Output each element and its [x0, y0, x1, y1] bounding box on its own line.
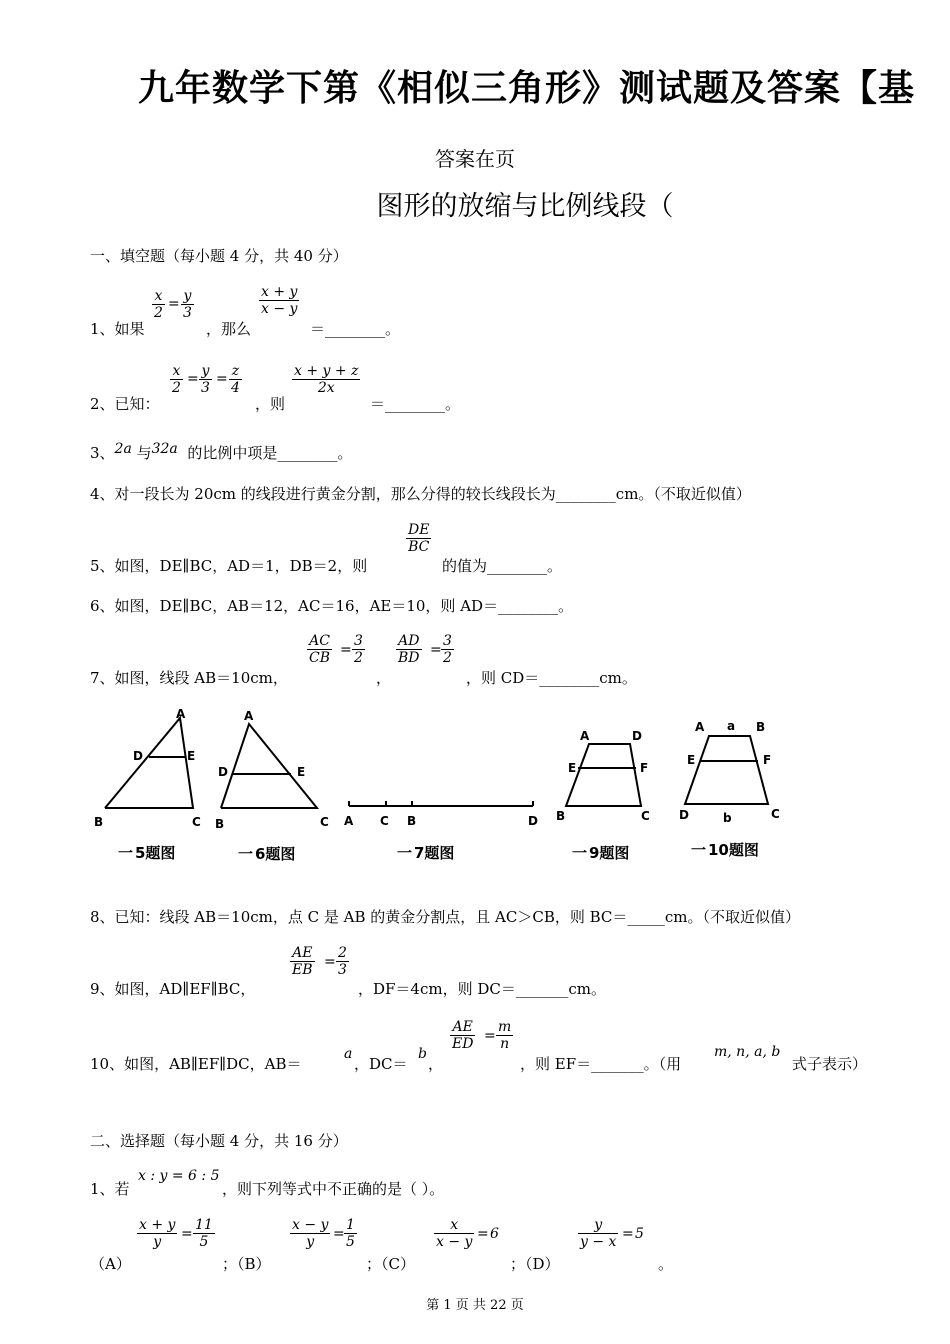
denominator: 3	[201, 380, 210, 396]
numerator: AE	[452, 1019, 473, 1035]
label-e: E	[687, 753, 696, 767]
option-c-rhs: 6	[490, 1226, 499, 1242]
figure-5	[94, 707, 201, 862]
term-a: a	[344, 1046, 353, 1062]
caption-6: 6题图	[255, 845, 296, 863]
label-c: C	[320, 815, 329, 829]
option-c-lhs	[434, 1217, 474, 1250]
fraction-2-over-3	[336, 945, 349, 978]
option-d-lhs	[578, 1217, 618, 1250]
label-b: B	[407, 814, 417, 828]
caption-prefix: 一	[572, 844, 588, 862]
denominator: CB	[309, 650, 330, 666]
label-f: F	[640, 761, 649, 775]
numerator: AC	[309, 633, 330, 649]
question-10-suffix: ，则 EF＝_______。（用	[520, 1055, 682, 1073]
question-5-suffix: 的值为________。	[442, 557, 563, 575]
label-e: E	[297, 765, 306, 779]
label-c: C	[771, 807, 780, 821]
page-footer: 第 1 页 共 22 页	[426, 1298, 524, 1313]
numerator: 2	[338, 945, 347, 961]
part2-heading: 二、选择题（每小题 4 分，共 16 分）	[90, 1132, 348, 1150]
equals-sign: =	[168, 296, 180, 312]
numerator: 11	[195, 1217, 213, 1233]
question-9-prefix: 9、如图，AD∥EF∥BC，	[90, 980, 256, 998]
question-3-suffix: 的比例中项是________。	[187, 444, 353, 462]
denominator: 4	[231, 380, 240, 396]
option-end: 。	[658, 1255, 674, 1273]
label-d: D	[218, 765, 228, 779]
denominator: 2	[354, 650, 363, 666]
numerator: 3	[354, 633, 363, 649]
numerator: x	[450, 1217, 459, 1233]
equals-sign: =	[333, 1226, 345, 1242]
caption-5: 5题图	[135, 844, 176, 862]
question-4: 4、对一段长为 20cm 的线段进行黄金分割，那么分得的较长线段长为________cm。（不取近似值）	[90, 485, 751, 503]
label-c: C	[641, 809, 650, 823]
term-32a: 32a	[151, 441, 178, 457]
caption-prefix: 一	[118, 844, 134, 862]
denominator: ED	[452, 1036, 474, 1052]
denominator: y	[290, 1233, 330, 1250]
label-b: B	[215, 817, 225, 831]
option-a-label: （A）	[90, 1255, 131, 1273]
fraction-x-over-2	[170, 363, 183, 396]
question-2-answer-blank: ＝________。	[370, 395, 461, 413]
document-title: 九年数学下第《相似三角形》测试题及答案【基	[138, 68, 916, 109]
label-d: D	[679, 808, 689, 822]
numerator: x	[172, 363, 181, 379]
equals-sign: =	[622, 1226, 634, 1242]
numerator: y	[201, 363, 210, 379]
fraction-sum-over-2x	[292, 363, 360, 396]
equals-sign: =	[477, 1226, 489, 1242]
equals-sign: =	[430, 642, 442, 658]
question-7-suffix: ，则 CD＝________cm。	[466, 669, 637, 687]
option-a-lhs	[137, 1217, 177, 1250]
label-e: E	[568, 761, 577, 775]
option-b-label: ；（B）	[222, 1255, 271, 1273]
label-d: D	[632, 729, 642, 743]
figure-10	[679, 719, 780, 859]
denominator: 2x	[292, 379, 360, 396]
section-title: 图形的放缩与比例线段（	[376, 191, 674, 222]
question-1-prefix: 1、如果	[90, 320, 145, 338]
equals-sign: =	[340, 642, 352, 658]
equals-sign: =	[324, 954, 336, 970]
question-5-prefix: 5、如图，DE∥BC，AD＝1，DB＝2，则	[90, 557, 368, 575]
denominator: y − x	[580, 1234, 617, 1250]
denominator: 3	[338, 962, 347, 978]
figures-row	[0, 700, 950, 875]
label-c: C	[192, 815, 201, 829]
denominator: x − y	[436, 1234, 473, 1250]
part1-heading: 一、填空题（每小题 4 分，共 40 分）	[90, 247, 348, 265]
label-b: B	[756, 720, 766, 734]
denominator: 5	[193, 1233, 215, 1250]
caption-10: 10题图	[708, 841, 759, 859]
label-a: A	[580, 729, 590, 743]
equals-sign: =	[216, 371, 228, 387]
equals-sign: =	[187, 371, 199, 387]
denominator: n	[496, 1035, 513, 1052]
numerator: 3	[443, 633, 452, 649]
numerator: DE	[408, 522, 430, 538]
label-a: A	[176, 707, 186, 721]
numerator: x + y	[139, 1217, 176, 1233]
choice-1-prefix: 1、若	[90, 1180, 130, 1198]
caption-7: 7题图	[414, 844, 455, 862]
term-2a: 2a	[114, 441, 132, 457]
label-a: A	[695, 720, 705, 734]
numerator: x + y	[261, 284, 298, 300]
label-a-length: a	[727, 719, 736, 733]
fraction-y-over-3	[199, 363, 212, 396]
fraction-x-over-2	[152, 288, 165, 321]
caption-prefix: 一	[397, 844, 413, 862]
label-a: A	[344, 814, 354, 828]
fraction-3-over-2	[441, 633, 454, 666]
question-3-prefix: 3、	[90, 444, 115, 462]
trapezoid-abcd	[566, 744, 641, 806]
fraction-sum-over-difference	[259, 284, 299, 317]
denominator: x − y	[261, 301, 298, 317]
label-b: B	[556, 809, 566, 823]
denominator: BD	[398, 650, 420, 666]
label-a: A	[244, 709, 254, 723]
denominator: 2	[172, 380, 181, 396]
term-b: b	[418, 1046, 427, 1062]
fraction-y-over-3	[181, 288, 194, 321]
question-1-mid: ，那么	[206, 320, 252, 338]
equals-sign: =	[484, 1028, 496, 1044]
question-10-tail: 式子表示）	[792, 1055, 868, 1073]
numerator: x − y	[292, 1217, 329, 1233]
numerator: 1	[346, 1217, 355, 1233]
figure-7	[344, 801, 538, 862]
question-7-prefix: 7、如图，线段 AB＝10cm，	[90, 669, 288, 687]
fraction-ae-over-eb	[290, 945, 315, 978]
denominator: 2	[443, 650, 452, 666]
question-3-with: 与	[136, 444, 152, 462]
question-10-prefix: 10、如图，AB∥EF∥DC，AB＝	[90, 1055, 302, 1073]
denominator: 2	[154, 305, 163, 321]
label-e: E	[187, 749, 196, 763]
denominator: y	[137, 1233, 177, 1250]
option-d-label: ；（D）	[510, 1255, 560, 1273]
fraction-z-over-4	[229, 363, 242, 396]
numerator: y	[594, 1217, 603, 1233]
question-1-answer-blank: ＝________。	[310, 320, 401, 338]
question-6: 6、如图，DE∥BC，AB＝12，AC＝16，AE＝10，则 AD＝________。	[90, 597, 574, 615]
fraction-m-over-n	[496, 1019, 513, 1052]
question-3	[90, 442, 352, 463]
question-9-suffix: ，DF＝4cm，则 DC＝_______cm。	[358, 980, 606, 998]
ratio-condition: x : y = 6 : 5	[138, 1168, 220, 1184]
label-d: D	[133, 749, 143, 763]
label-b: B	[94, 815, 104, 829]
question-10-mid1: ，DC＝	[354, 1055, 408, 1073]
option-b-rhs	[344, 1217, 357, 1250]
numerator: m	[498, 1019, 512, 1035]
numerator: x + y + z	[294, 363, 359, 379]
option-b-lhs	[290, 1217, 330, 1250]
numerator: AD	[398, 633, 420, 649]
equals-sign: =	[181, 1226, 193, 1242]
trapezoid-abcd	[685, 736, 768, 804]
denominator: 5	[346, 1234, 355, 1250]
answer-note: 答案在页	[435, 147, 515, 171]
question-10-mid2: ，	[428, 1055, 444, 1073]
question-2-mid: ，则	[255, 395, 286, 413]
variable-list: m, n, a, b	[714, 1044, 781, 1060]
caption-9: 9题图	[589, 844, 630, 862]
figure-6	[215, 709, 329, 863]
fraction-ae-over-ed	[450, 1019, 475, 1052]
caption-prefix: 一	[691, 841, 707, 859]
option-a-rhs	[193, 1217, 215, 1250]
fraction-ad-over-bd	[396, 633, 422, 666]
fraction-3-over-2	[352, 633, 365, 666]
question-7-separator: ，	[376, 669, 392, 687]
triangle-abc	[105, 718, 196, 808]
numerator: AE	[292, 945, 313, 961]
caption-prefix: 一	[238, 845, 254, 863]
fraction-de-over-bc	[406, 522, 431, 555]
option-d-rhs: 5	[635, 1226, 644, 1242]
question-2-prefix: 2、已知：	[90, 395, 160, 413]
label-c: C	[380, 814, 389, 828]
label-d: D	[528, 814, 538, 828]
numerator: y	[183, 288, 192, 304]
label-f: F	[763, 753, 772, 767]
fraction-ac-over-cb	[307, 633, 332, 666]
numerator: x	[154, 288, 163, 304]
numerator: z	[231, 363, 240, 379]
option-c-label: ；（C）	[366, 1255, 415, 1273]
figure-9	[556, 729, 650, 862]
denominator: EB	[292, 962, 313, 978]
label-b-length: b	[723, 811, 732, 825]
denominator: BC	[406, 538, 431, 555]
denominator: 3	[183, 305, 192, 321]
choice-1-suffix: ，则下列等式中不正确的是（ ）。	[222, 1180, 445, 1198]
question-8: 8、已知：线段 AB＝10cm，点 C 是 AB 的黄金分割点，且 AC＞CB，则 BC＝_____cm。（不取近似值）	[90, 908, 801, 926]
